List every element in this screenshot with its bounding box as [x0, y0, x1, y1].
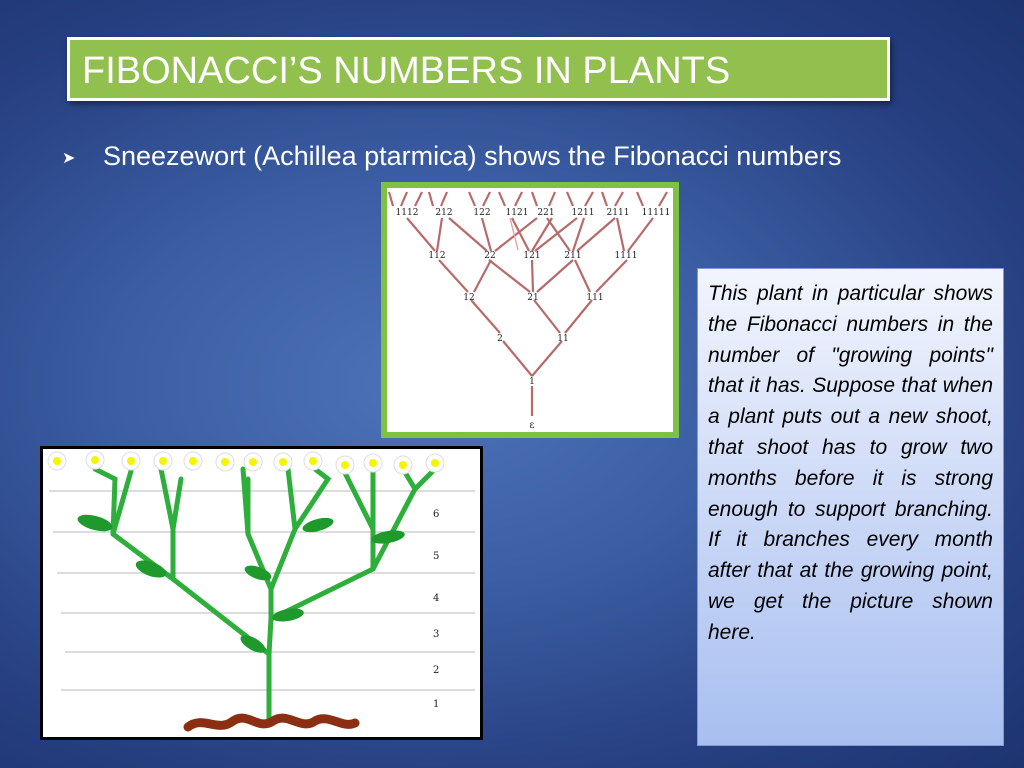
plant-illustration	[43, 449, 480, 737]
plant-stems	[95, 469, 435, 719]
month-label: 4	[433, 593, 440, 604]
flower	[394, 456, 412, 474]
tree-diagram	[387, 188, 673, 432]
month-label: 3	[433, 629, 440, 640]
flower	[426, 454, 444, 472]
bullet-text: Sneezewort (Achillea ptarmica) shows the Fibonacci numbers	[103, 141, 842, 171]
flower	[274, 453, 292, 471]
plant-illustration-frame	[40, 446, 483, 740]
tree-diagram-svg	[387, 188, 673, 432]
flower	[184, 452, 202, 470]
flower	[364, 454, 382, 472]
flower	[48, 452, 66, 470]
tree-node: 112	[428, 251, 446, 261]
month-label: 1	[433, 699, 440, 710]
slide-title: FIBONACCI’S NUMBERS IN PLANTS	[82, 50, 731, 92]
tree-branches	[389, 192, 667, 416]
tree-node: 11	[557, 334, 569, 344]
slide-title-box	[67, 37, 890, 101]
tree-node: 1	[529, 377, 535, 387]
sneezewort-plant-svg	[43, 449, 480, 737]
flower	[122, 452, 140, 470]
tree-node: 121	[523, 251, 541, 261]
tree-node: 21	[527, 293, 539, 303]
tree-node: 1111	[614, 251, 638, 261]
tree-node: 1112	[395, 208, 419, 218]
month-labels	[433, 509, 439, 710]
tree-node: 212	[435, 208, 453, 218]
plant-flowers	[48, 451, 444, 474]
tree-node: 22	[484, 251, 496, 261]
soil	[188, 718, 355, 727]
tree-node: 2111	[606, 208, 630, 218]
tree-node: 11111	[641, 208, 671, 218]
flower	[154, 452, 172, 470]
flower	[244, 453, 262, 471]
tree-node: 12	[463, 293, 475, 303]
tree-node: 111	[586, 293, 604, 303]
flower	[336, 456, 354, 474]
tree-node: 221	[537, 208, 555, 218]
description-box	[697, 268, 1004, 746]
tree-node: 122	[473, 208, 491, 218]
tree-root-label: ε	[529, 420, 535, 431]
month-label: 6	[433, 509, 440, 520]
tree-diagram-frame	[381, 182, 679, 438]
description-text: This plant in particular shows the Fibonacci numbers in the number of "growing points" that it has. Suppose that when a plant puts out a new shoot, that shoot has to grow two months before it is strong enough to support branching. If it branches every month after that at the growing point, we get the picture shown here.	[708, 282, 993, 644]
flower	[86, 451, 104, 469]
month-label: 2	[433, 665, 440, 676]
arrowhead-bullet-icon: ➤	[62, 148, 76, 167]
tree-node: 211	[564, 251, 582, 261]
tree-node: 2	[497, 334, 503, 344]
month-label: 5	[433, 551, 440, 562]
tree-node: 1121	[505, 208, 529, 218]
flower	[304, 452, 322, 470]
flower	[216, 453, 234, 471]
tree-node: 1211	[571, 208, 595, 218]
